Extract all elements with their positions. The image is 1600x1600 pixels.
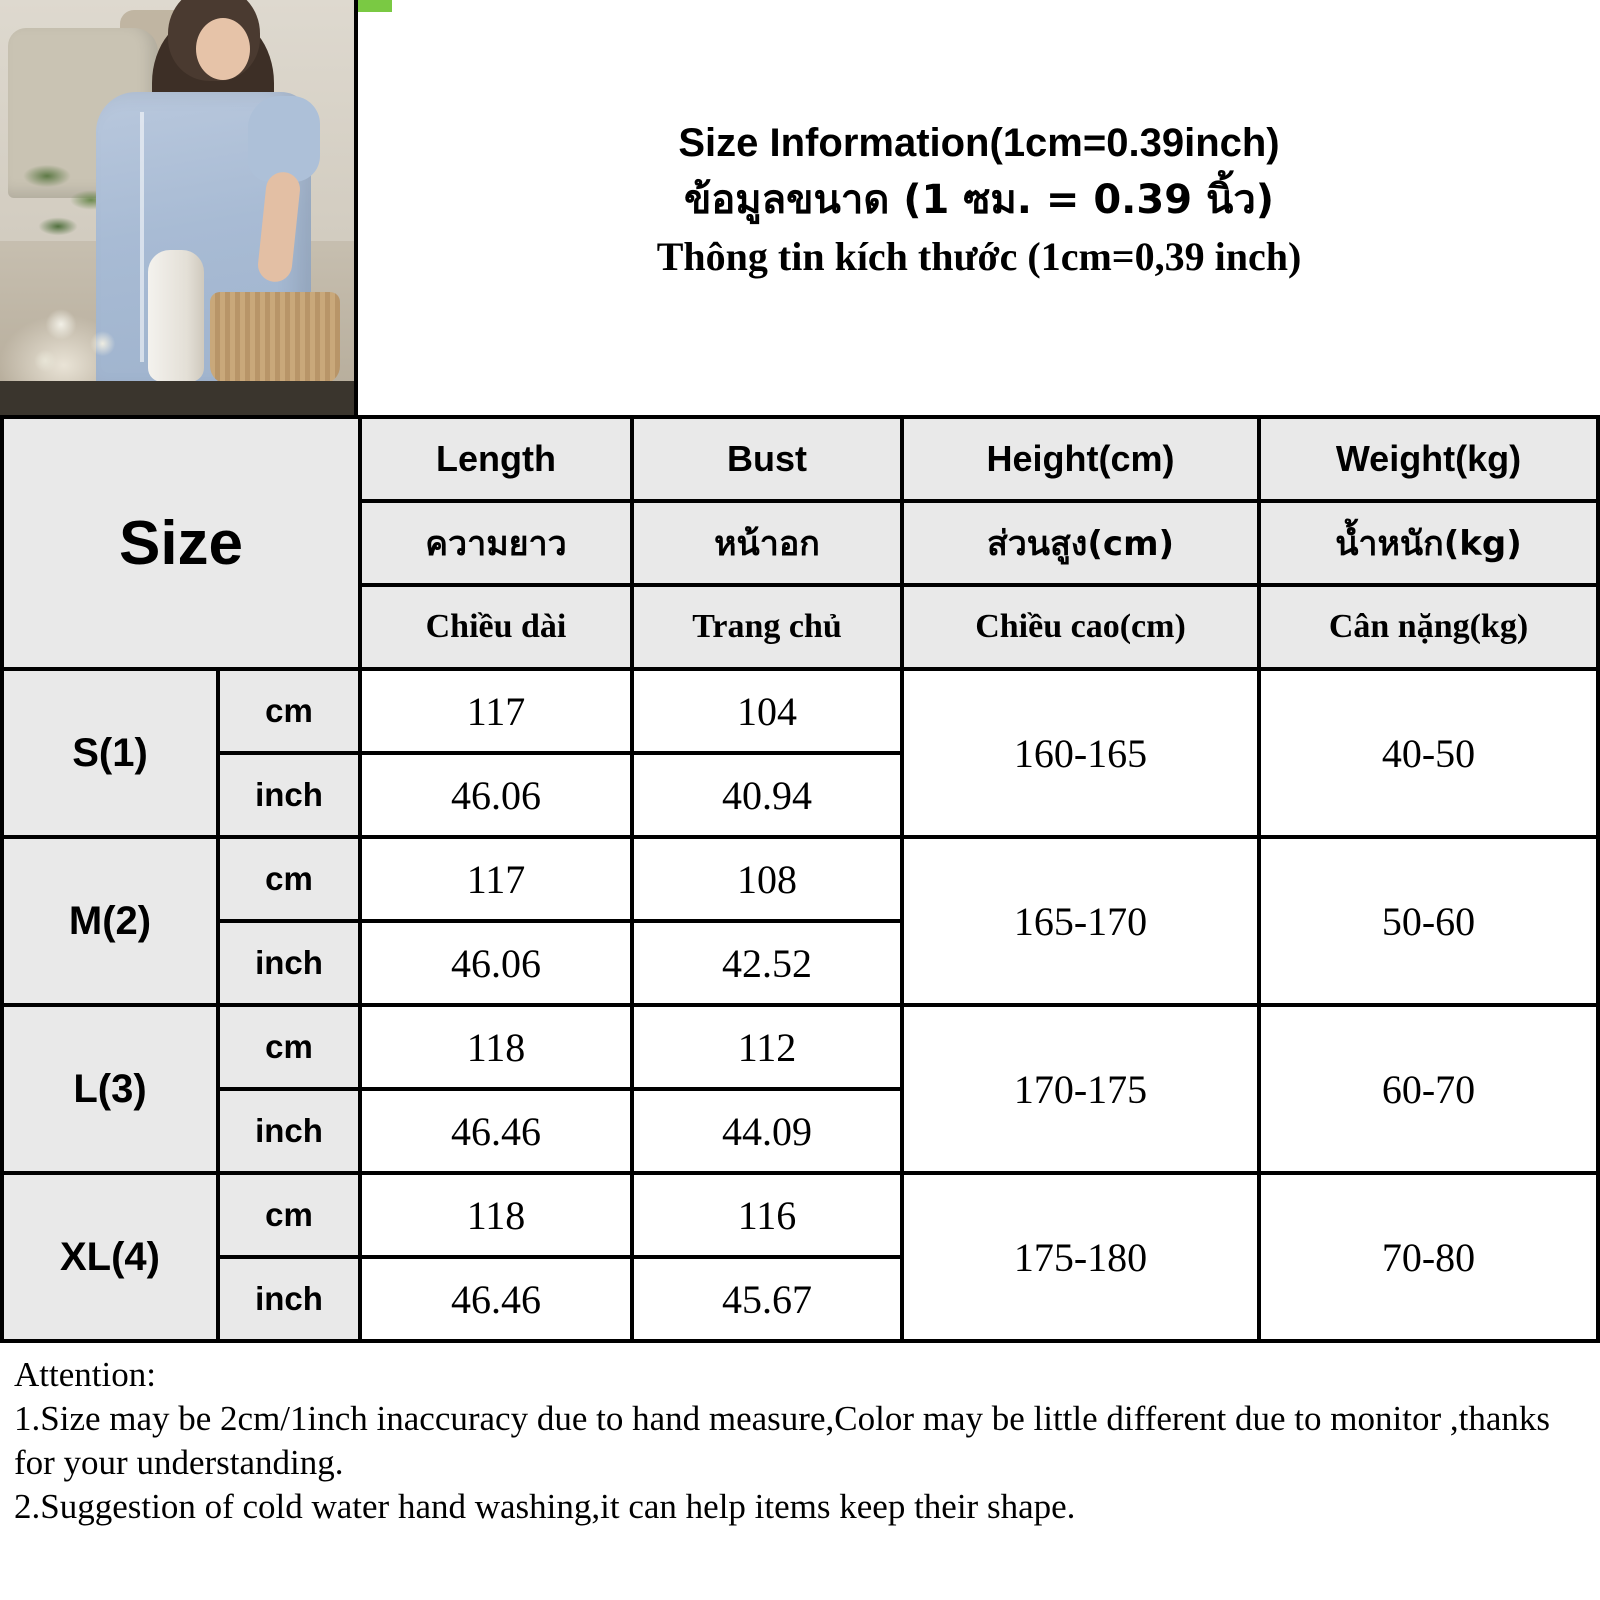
row-size-xl: XL(4) [2, 1173, 218, 1341]
m-length-cm: 117 [360, 837, 632, 921]
header-size: Size [2, 417, 360, 669]
xl-length-cm: 118 [360, 1173, 632, 1257]
title-th: ข้อมูลขนาด (1 ซม. = 0.39 นิ้ว) [683, 177, 1275, 224]
m-height: 165-170 [902, 837, 1259, 1005]
row-size-s: S(1) [2, 669, 218, 837]
l-length-in: 46.46 [360, 1089, 632, 1173]
header-height-th: ส่วนสูง(cm) [902, 501, 1259, 585]
unit-inch: inch [218, 753, 360, 837]
unit-inch: inch [218, 1089, 360, 1173]
row-size-l: L(3) [2, 1005, 218, 1173]
header-height-en: Height(cm) [902, 417, 1259, 501]
photo-image [0, 0, 354, 415]
header-length-th: ความยาว [360, 501, 632, 585]
m-bust-in: 42.52 [632, 921, 902, 1005]
unit-cm: cm [218, 669, 360, 753]
table-row [2, 837, 1598, 921]
m-length-in: 46.06 [360, 921, 632, 1005]
attention-heading: Attention: [14, 1355, 156, 1394]
table-header-row-en [2, 417, 1598, 501]
table-row [2, 1005, 1598, 1089]
unit-cm: cm [218, 1005, 360, 1089]
l-bust-cm: 112 [632, 1005, 902, 1089]
xl-bust-in: 45.67 [632, 1257, 902, 1341]
header-weight-th: น้ำหนัก(kg) [1259, 501, 1598, 585]
product-photo [0, 0, 358, 415]
l-weight: 60-70 [1259, 1005, 1598, 1173]
header-weight-en: Weight(kg) [1259, 417, 1598, 501]
header-length-vi: Chiều dài [360, 585, 632, 669]
unit-inch: inch [218, 1257, 360, 1341]
l-bust-in: 44.09 [632, 1089, 902, 1173]
green-accent-tab [358, 0, 392, 12]
header-bust-th: หน้าอก [632, 501, 902, 585]
l-height: 170-175 [902, 1005, 1259, 1173]
header-height-vi: Chiều cao(cm) [902, 585, 1259, 669]
row-size-m: M(2) [2, 837, 218, 1005]
title-vi: Thông tin kích thước (1cm=0,39 inch) [656, 233, 1302, 279]
s-length-cm: 117 [360, 669, 632, 753]
header-length-en: Length [360, 417, 632, 501]
xl-bust-cm: 116 [632, 1173, 902, 1257]
header-bust-vi: Trang chủ [632, 585, 902, 669]
l-length-cm: 118 [360, 1005, 632, 1089]
attention-line-2: 2.Suggestion of cold water hand washing,it can help items keep their shape. [14, 1487, 1076, 1527]
table-row [2, 669, 1598, 753]
header-weight-vi: Cân nặng(kg) [1259, 585, 1598, 669]
unit-inch: inch [218, 921, 360, 1005]
s-height: 160-165 [902, 669, 1259, 837]
title-en: Size Information(1cm=0.39inch) [678, 121, 1280, 166]
s-length-in: 46.06 [360, 753, 632, 837]
xl-height: 175-180 [902, 1173, 1259, 1341]
unit-cm: cm [218, 1173, 360, 1257]
attention-block [0, 1343, 1600, 1529]
unit-cm: cm [218, 837, 360, 921]
m-bust-cm: 108 [632, 837, 902, 921]
title-block [358, 0, 1600, 415]
xl-length-in: 46.46 [360, 1257, 632, 1341]
xl-weight: 70-80 [1259, 1173, 1598, 1341]
s-weight: 40-50 [1259, 669, 1598, 837]
attention-line-1: 1.Size may be 2cm/1inch inaccuracy due to hand measure,Color may be little different due to monitor ,thanks for your understanding. [14, 1399, 1550, 1483]
s-bust-in: 40.94 [632, 753, 902, 837]
s-bust-cm: 104 [632, 669, 902, 753]
header-band [0, 0, 1600, 415]
header-bust-en: Bust [632, 417, 902, 501]
size-table [0, 415, 1600, 1343]
table-row [2, 1173, 1598, 1257]
m-weight: 50-60 [1259, 837, 1598, 1005]
